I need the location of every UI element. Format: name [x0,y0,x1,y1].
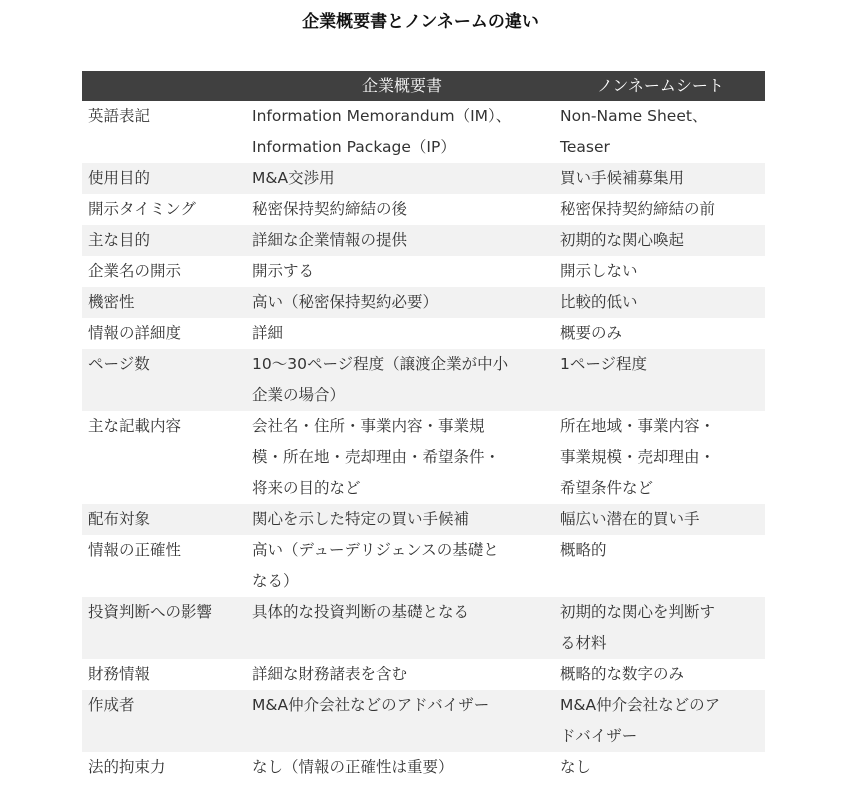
table-row [82,287,765,318]
cell-line: 詳細 [252,324,284,342]
im-cell [248,690,556,752]
table-row [82,597,765,659]
row-label: 企業名の開示 [82,256,248,287]
row-label: 主な記載内容 [82,411,248,504]
cell-line: 10〜30ページ程度（譲渡企業が中小 [252,355,509,373]
row-label: 作成者 [82,690,248,752]
cell-line: 企業の場合） [252,386,346,404]
header-cell-nonname: ノンネームシート [556,71,765,101]
table-row [82,318,765,349]
cell-line: ドバイザー [560,727,638,745]
cell-line: 具体的な投資判断の基礎となる [252,603,470,621]
cell-line: る材料 [560,634,607,652]
table-row [82,163,765,194]
nonname-cell [556,194,765,225]
im-cell [248,287,556,318]
row-label: ページ数 [82,349,248,411]
cell-line: Information Memorandum（IM）、 [252,107,512,125]
cell-line: M&A仲介会社などのアドバイザー [252,696,490,714]
table-row [82,752,765,783]
cell-line: 会社名・住所・事業内容・事業規 [252,417,485,435]
table-body [82,101,765,783]
header-row [82,71,765,101]
cell-line: M&A交渉用 [252,169,335,187]
cell-line: 高い（デューデリジェンスの基礎と [252,541,499,559]
cell-line: 比較的低い [560,293,638,311]
nonname-cell [556,318,765,349]
cell-line: 模・所在地・売却理由・希望条件・ [252,448,501,466]
im-cell [248,318,556,349]
nonname-cell [556,690,765,752]
cell-line: 1ページ程度 [560,355,648,373]
cell-line: 将来の目的など [252,479,361,497]
row-label: 法的拘束力 [82,752,248,783]
cell-line: 幅広い潜在的買い手 [560,510,700,528]
cell-line: 高い（秘密保持契約必要） [252,293,439,311]
row-label: 投資判断への影響 [82,597,248,659]
nonname-cell [556,101,765,163]
cell-line: なる） [252,572,299,590]
row-label: 英語表記 [82,101,248,163]
table-row [82,194,765,225]
im-cell [248,504,556,535]
table-header [82,71,765,101]
cell-line: 概略的な数字のみ [560,665,685,683]
cell-line: M&A仲介会社などのア [560,696,721,714]
cell-line: Information Package（IP） [252,138,456,156]
row-label: 使用目的 [82,163,248,194]
table-row [82,690,765,752]
im-cell [248,659,556,690]
cell-line: Non-Name Sheet、 [560,107,708,125]
cell-line: なし（情報の正確性は重要） [252,758,454,776]
cell-line: なし [560,758,592,776]
im-cell [248,101,556,163]
nonname-cell [556,504,765,535]
cell-line: 関心を示した特定の買い手候補 [252,510,470,528]
nonname-cell [556,256,765,287]
im-cell [248,597,556,659]
table-row [82,535,765,597]
page-title: 企業概要書とノンネームの違い [302,12,539,32]
im-cell [248,349,556,411]
cell-line: 事業規模・売却理由・ [560,448,716,466]
im-cell [248,535,556,597]
table-row [82,659,765,690]
cell-line: 所在地域・事業内容・ [560,417,716,435]
im-cell [248,256,556,287]
cell-line: 初期的な関心を判断す [560,603,716,621]
cell-line: 希望条件など [560,479,654,497]
im-cell [248,225,556,256]
table-row [82,256,765,287]
nonname-cell [556,163,765,194]
nonname-cell [556,225,765,256]
nonname-cell [556,597,765,659]
row-label: 機密性 [82,287,248,318]
header-cell-im: 企業概要書 [248,71,556,101]
cell-line: 概要のみ [560,324,623,342]
cell-line: 秘密保持契約締結の後 [252,200,408,218]
cell-line: Teaser [560,138,610,156]
im-cell [248,163,556,194]
nonname-cell [556,411,765,504]
table-row [82,411,765,504]
cell-line: 開示する [252,262,315,280]
nonname-cell [556,287,765,318]
row-label: 情報の詳細度 [82,318,248,349]
row-label: 主な目的 [82,225,248,256]
cell-line: 開示しない [560,262,638,280]
cell-line: 買い手候補募集用 [560,169,685,187]
table-row [82,225,765,256]
nonname-cell [556,349,765,411]
cell-line: 秘密保持契約締結の前 [560,200,716,218]
nonname-cell [556,535,765,597]
im-cell [248,752,556,783]
cell-line: 詳細な企業情報の提供 [252,231,408,249]
cell-line: 概略的 [560,541,607,559]
table-row [82,101,765,163]
cell-line: 初期的な関心喚起 [560,231,685,249]
row-label: 財務情報 [82,659,248,690]
table-row [82,349,765,411]
comparison-table [82,71,765,783]
row-label: 配布対象 [82,504,248,535]
nonname-cell [556,659,765,690]
nonname-cell [556,752,765,783]
header-cell-label [82,71,248,101]
im-cell [248,411,556,504]
im-cell [248,194,556,225]
table-row [82,504,765,535]
row-label: 情報の正確性 [82,535,248,597]
cell-line: 詳細な財務諸表を含む [252,665,408,683]
row-label: 開示タイミング [82,194,248,225]
